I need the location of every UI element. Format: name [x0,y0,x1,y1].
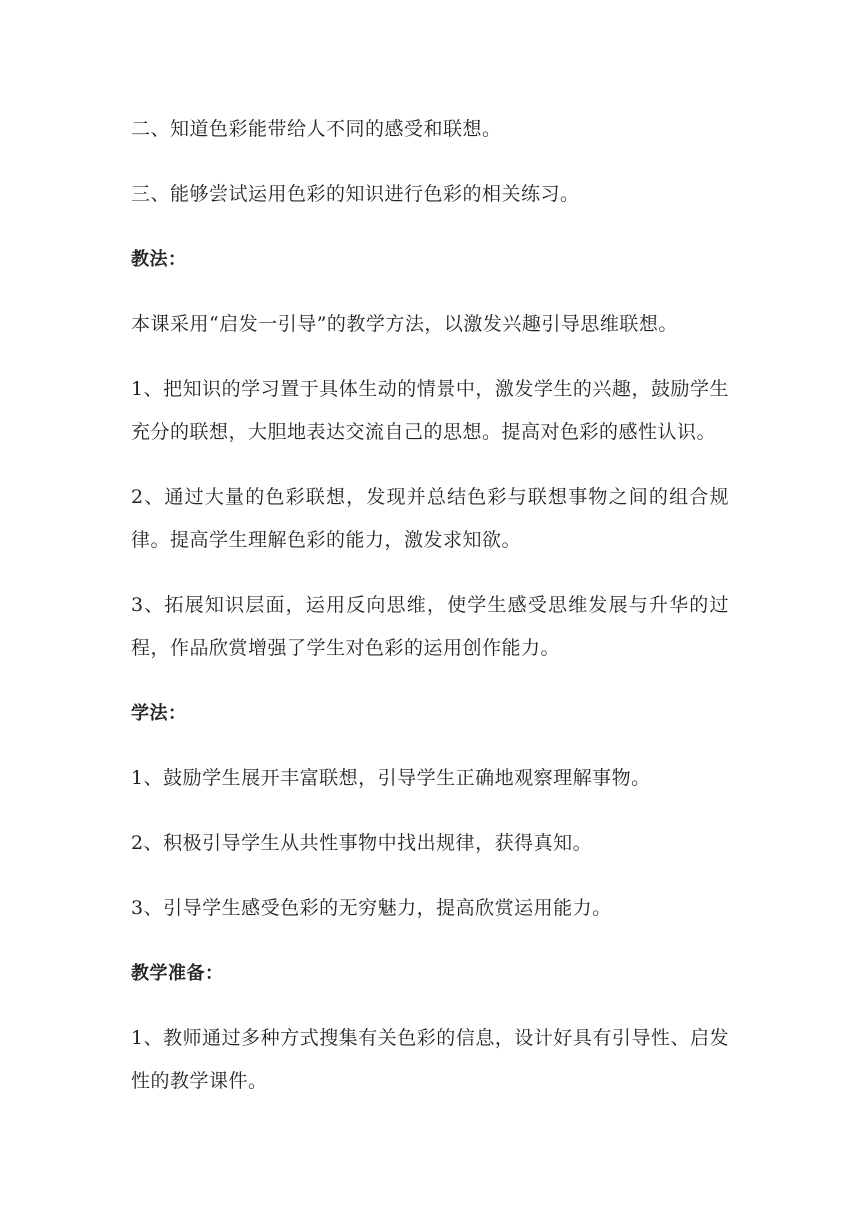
paragraph-goal-2: 二、知道色彩能带给人不同的感受和联想。 [131,118,502,140]
paragraph-learning-3: 3、引导学生感受色彩的无穷魅力，提高欣赏运用能力。 [131,897,612,919]
paragraph-method-2: 2、通过大量的色彩联想，发现并总结色彩与联想事物之间的组合规律。提高学生理解色彩的能力，激发求知欲。 [131,486,729,551]
paragraph-learning-1: 1、鼓励学生展开丰富联想，引导学生正确地观察理解事物。 [131,767,651,789]
paragraph-goal-3: 三、能够尝试运用色彩的知识进行色彩的相关练习。 [131,183,580,205]
paragraph-preparation-1: 1、教师通过多种方式搜集有关色彩的信息，设计好具有引导性、启发性的教学课件。 [131,1027,729,1092]
paragraph-method-3: 3、拓展知识层面，运用反向思维，使学生感受思维发展与升华的过程，作品欣赏增强了学生对色彩的运用创作能力。 [131,594,729,659]
heading-preparation: 教学准备： [131,963,224,984]
paragraph-learning-2: 2、积极引导学生从共性事物中找出规律，获得真知。 [131,832,593,854]
paragraph-method-1: 1、把知识的学习置于具体生动的情景中，激发学生的兴趣，鼓励学生充分的联想，大胆地表达交流自己的思想。提高对色彩的感性认识。 [131,378,729,443]
heading-learning-method: 学法： [131,703,187,724]
paragraph-method-intro: 本课采用“启发一引导”的教学方法，以激发兴趣引导思维联想。 [131,313,678,335]
document-body [131,108,729,1103]
heading-teaching-method: 教法： [131,249,187,270]
